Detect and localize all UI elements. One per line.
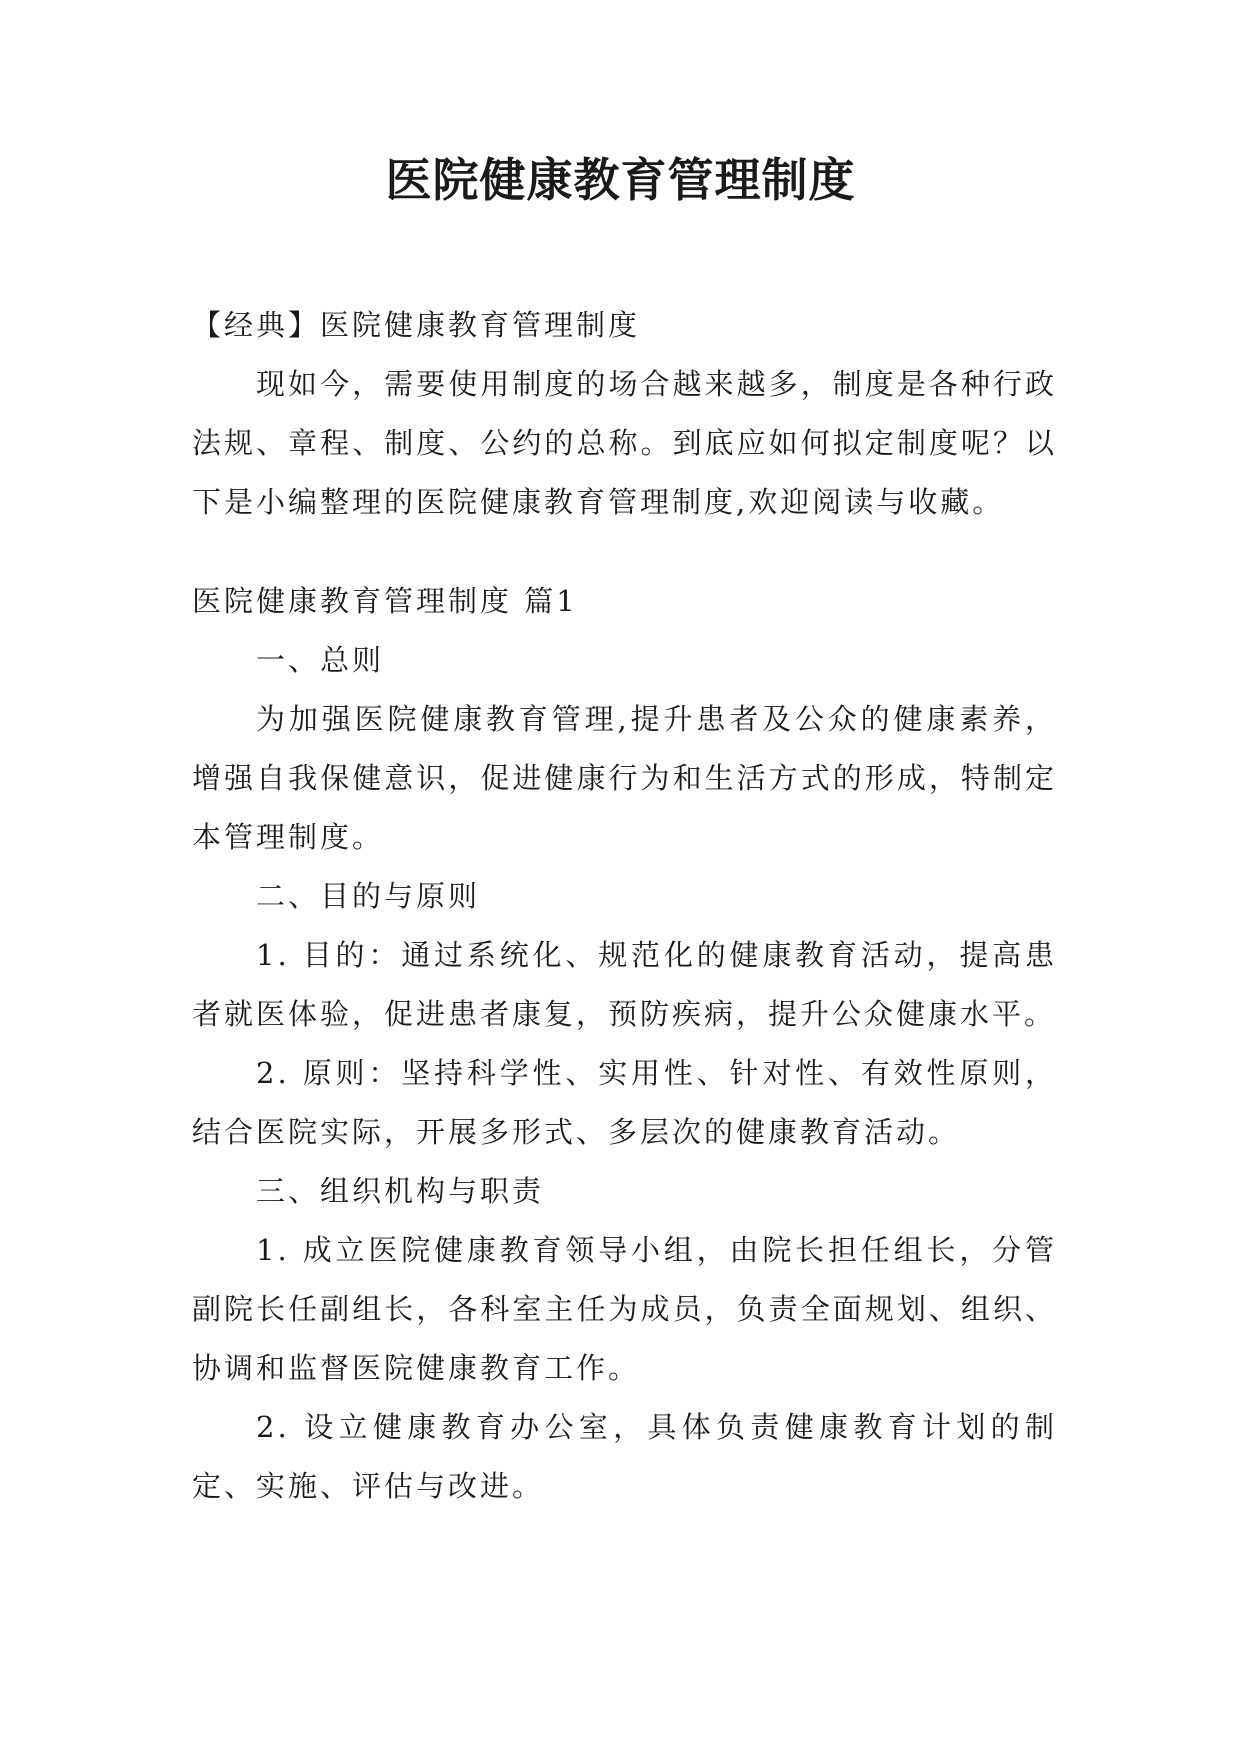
document-body <box>192 296 1057 1516</box>
chapter-heading-general: 一、总则 <box>256 643 385 677</box>
organization-item-2: 2. 设立健康教育办公室，具体负责健康教育计划的制定、实施、评估与改进。 <box>192 1410 1057 1503</box>
chapter-heading-organization: 三、组织机构与职责 <box>256 1174 545 1208</box>
purpose-item-1: 1. 目的：通过系统化、规范化的健康教育活动，提高患者就医体验，促进患者康复，预防疾病，提升公众健康水平。 <box>192 938 1057 1031</box>
intro-paragraph: 现如今，需要使用制度的场合越来越多，制度是各种行政法规、章程、制度、公约的总称。到底应如何拟定制度呢？以下是小编整理的医院健康教育管理制度,欢迎阅读与收藏。 <box>192 367 1057 519</box>
section-heading: 医院健康教育管理制度 篇1 <box>192 584 578 618</box>
organization-item-1: 1. 成立医院健康教育领导小组，由院长担任组长，分管副院长任副组长，各科室主任为成员，负责全面规划、组织、协调和监督医院健康教育工作。 <box>192 1233 1057 1385</box>
chapter-heading-purpose: 二、目的与原则 <box>256 879 481 913</box>
document-title: 医院健康教育管理制度 <box>385 153 856 207</box>
subtitle-line: 【经典】医院健康教育管理制度 <box>192 308 641 342</box>
general-paragraph: 为加强医院健康教育管理,提升患者及公众的健康素养，增强自我保健意识，促进健康行为和生活方式的形成，特制定本管理制度。 <box>192 702 1057 854</box>
purpose-item-2: 2. 原则：坚持科学性、实用性、针对性、有效性原则，结合医院实际，开展多形式、多层次的健康教育活动。 <box>192 1056 1057 1149</box>
